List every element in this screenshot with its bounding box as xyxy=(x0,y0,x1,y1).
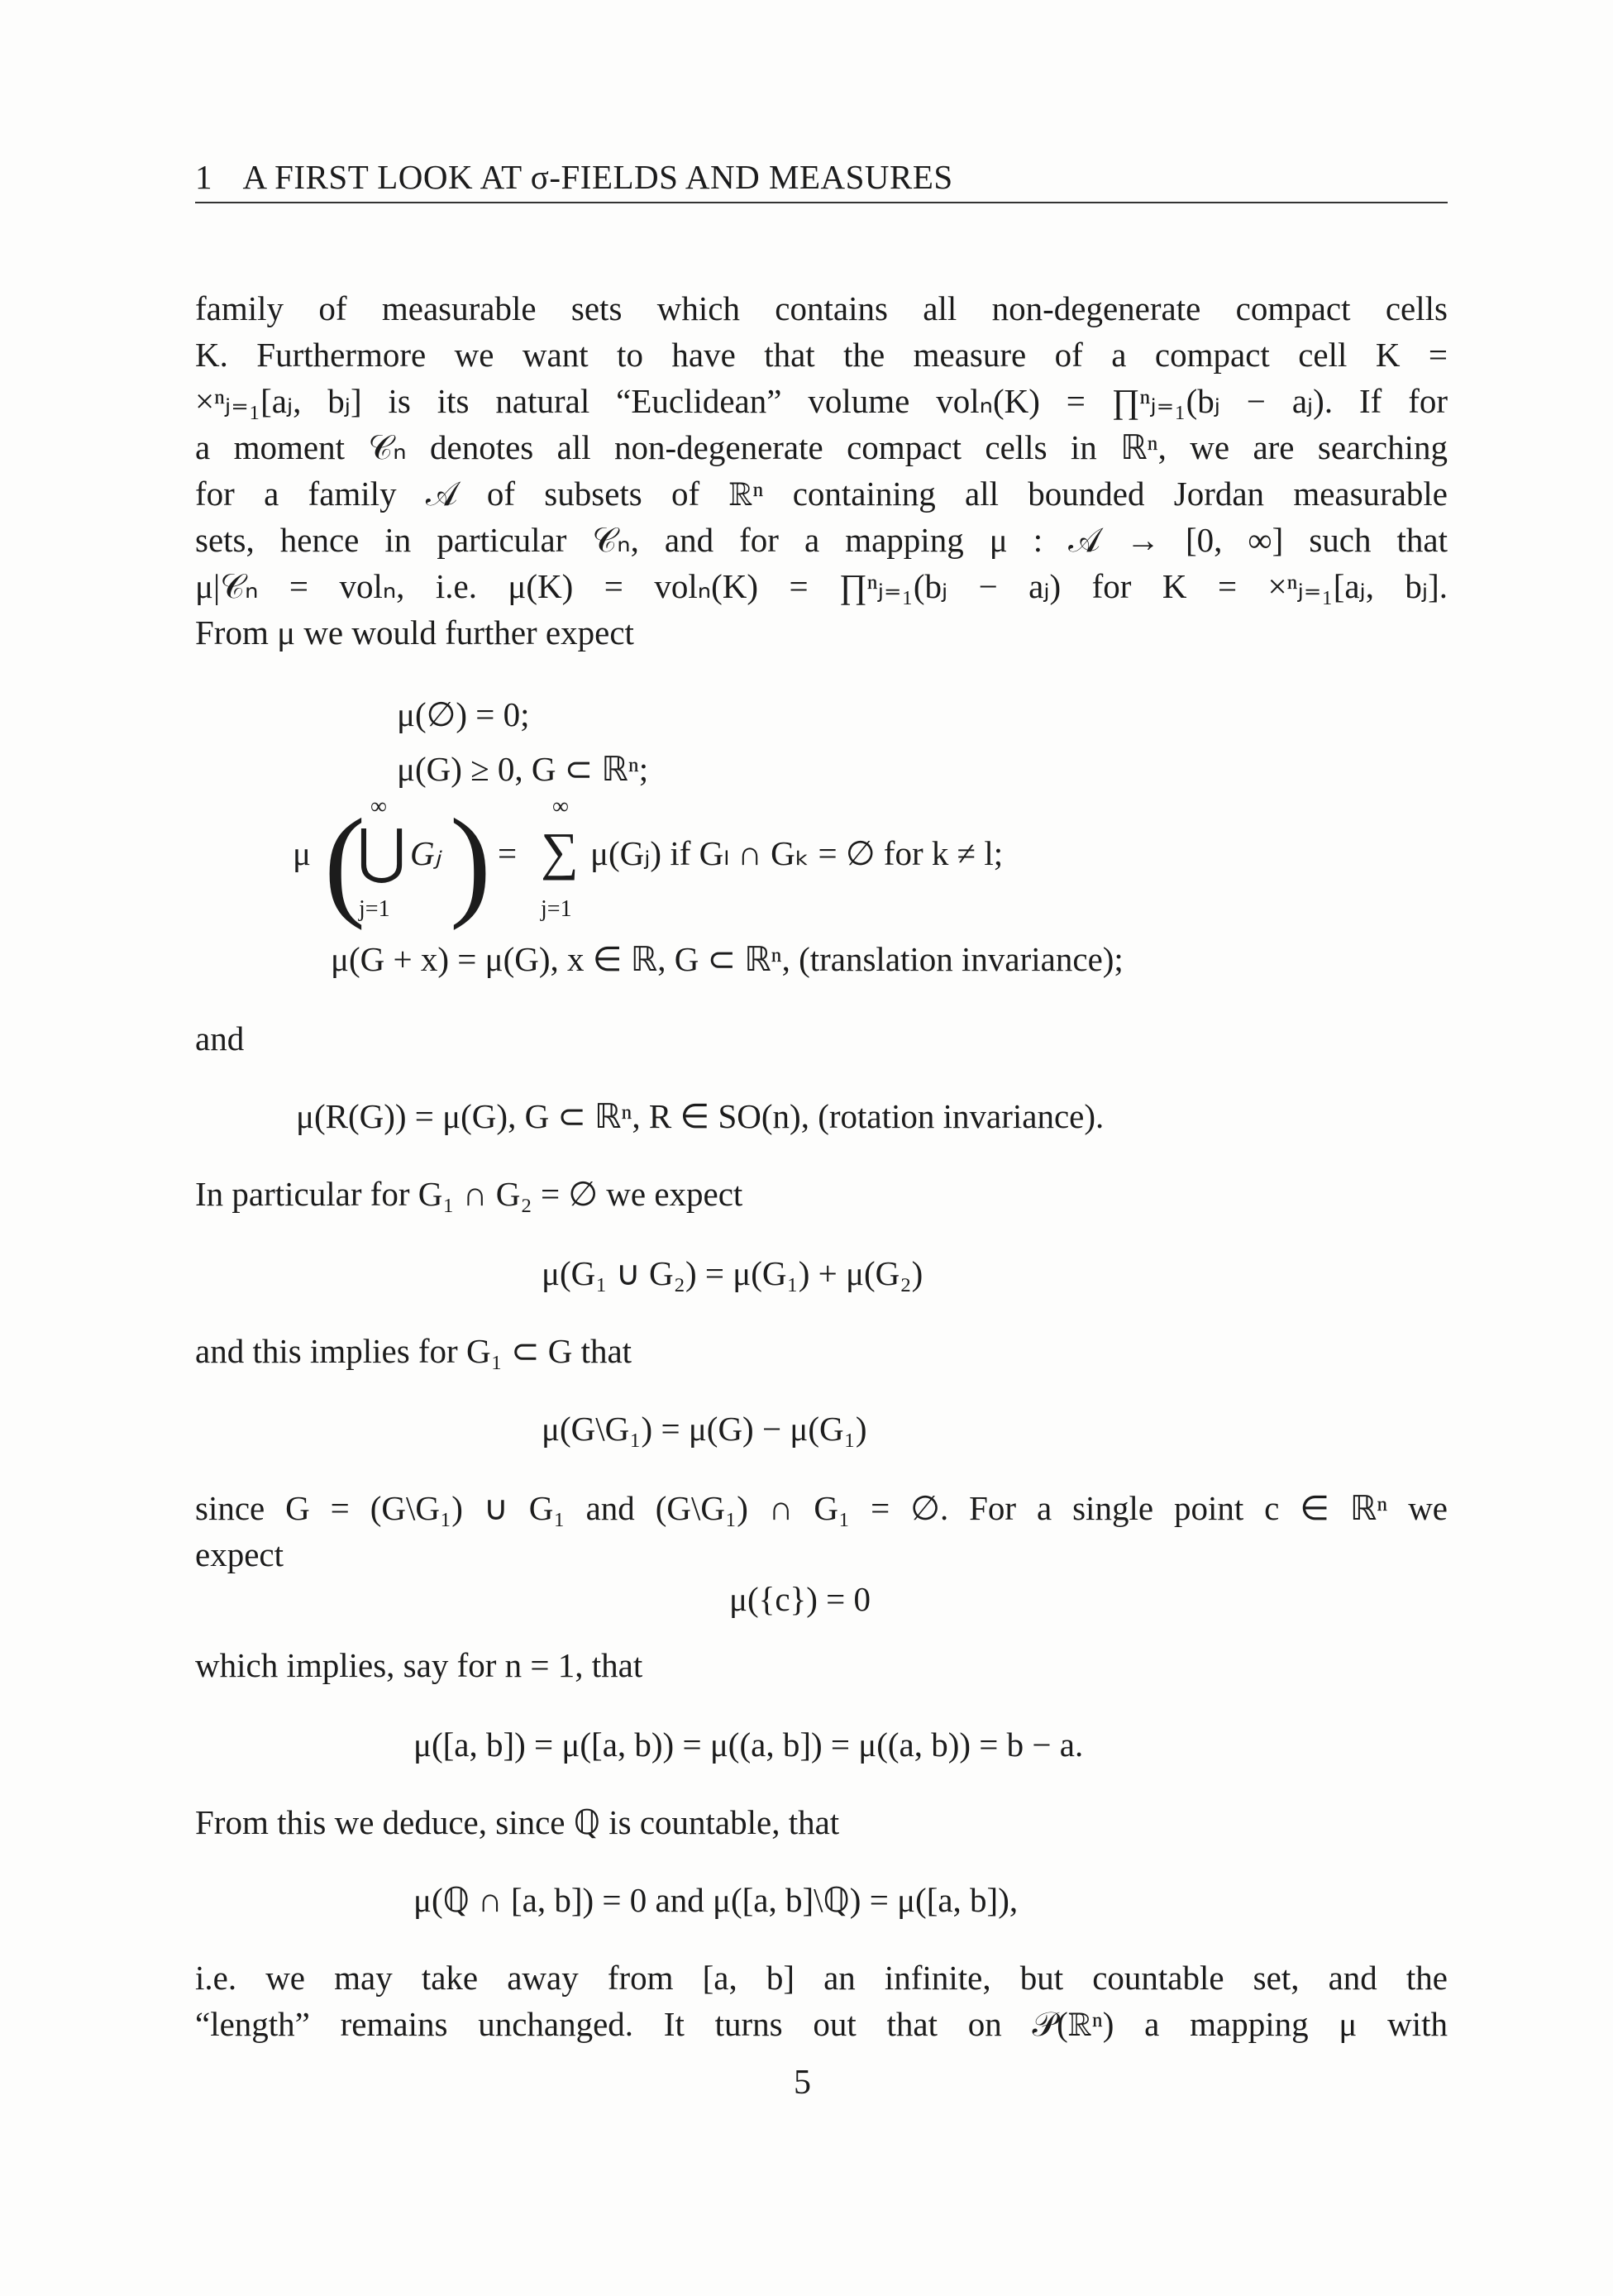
left-paren: ( xyxy=(324,794,365,931)
paragraph-line: for a family 𝒜 of subsets of ℝⁿ containing all bounded Jordan measurable xyxy=(195,475,1448,513)
page-number: 5 xyxy=(794,2064,811,2102)
right-paren: ) xyxy=(450,794,491,931)
equation-rotation-invariance: μ(R(G)) = μ(G), G ⊂ ℝⁿ, R ∈ SO(n), (rotation invariance). xyxy=(296,1097,1105,1135)
equation-difference: μ(G\G₁) = μ(G) − μ(G₁) xyxy=(542,1410,867,1448)
paragraph-line: From μ we would further expect xyxy=(195,613,634,652)
chapter-title: A FIRST LOOK AT σ-FIELDS AND MEASURES xyxy=(242,158,953,196)
chapter-number: 1 xyxy=(195,158,212,196)
equation-empty-set: μ(∅) = 0; xyxy=(397,695,530,733)
paragraph-line: expect xyxy=(195,1535,284,1573)
running-header xyxy=(195,157,1448,197)
sum-right-hand-side: μ(Gⱼ) if Gₗ ∩ Gₖ = ∅ for k ≠ l; xyxy=(590,834,1004,872)
union-lower-limit: j=1 xyxy=(359,896,390,922)
paragraph-line: since G = (G\G₁) ∪ G₁ and (G\G₁) ∩ G₁ = ∅. For a single point c ∈ ℝⁿ we xyxy=(195,1489,1448,1527)
equation-rationals: μ(ℚ ∩ [a, b]) = 0 and μ([a, b]\ℚ) = μ([a, b]), xyxy=(413,1881,1019,1919)
equation-sigma-additivity xyxy=(289,794,1281,934)
paragraph-line: and this implies for G₁ ⊂ G that xyxy=(195,1332,632,1370)
paragraph-line: K. Furthermore we want to have that the measure of a compact cell K = xyxy=(195,336,1448,374)
big-sum-symbol: ∑ xyxy=(541,822,579,881)
equals-sign: = xyxy=(498,834,518,872)
big-union-symbol: ⋃ xyxy=(357,819,407,885)
equation-interval-length: μ([a, b]) = μ([a, b)) = μ((a, b]) = μ((a, b)) = b − a. xyxy=(413,1726,1084,1764)
equation-single-point: μ({c}) = 0 xyxy=(729,1580,871,1618)
paragraph-line: sets, hence in particular 𝒞ₙ, and for a mapping μ : 𝒜 → [0, ∞] such that xyxy=(195,521,1448,559)
header-rule xyxy=(195,202,1448,203)
equation-additivity: μ(G₁ ∪ G₂) = μ(G₁) + μ(G₂) xyxy=(542,1254,923,1292)
sum-lower-limit: j=1 xyxy=(541,896,572,922)
paragraph-line: i.e. we may take away from [a, b] an infinite, but countable set, and the xyxy=(195,1959,1448,1997)
union-upper-limit: ∞ xyxy=(370,794,387,819)
union-term: Gⱼ xyxy=(410,834,441,872)
and-word: and xyxy=(195,1019,245,1057)
paragraph-line: In particular for G₁ ∩ G₂ = ∅ we expect xyxy=(195,1175,743,1213)
sum-upper-limit: ∞ xyxy=(552,794,569,819)
paragraph-line: μ|𝒞ₙ = volₙ, i.e. μ(K) = volₙ(K) = ∏ⁿⱼ₌₁(bⱼ − aⱼ) for K = ×ⁿⱼ₌₁[aⱼ, bⱼ]. xyxy=(195,567,1448,605)
equation-translation-invariance: μ(G + x) = μ(G), x ∈ ℝ, G ⊂ ℝⁿ, (translation invariance); xyxy=(331,940,1124,978)
paragraph-line: which implies, say for n = 1, that xyxy=(195,1646,643,1684)
paragraph-line: family of measurable sets which contains all non-degenerate compact cells xyxy=(195,289,1448,327)
paragraph-line: From this we deduce, since ℚ is countable, that xyxy=(195,1803,840,1841)
paragraph-line: a moment 𝒞ₙ denotes all non-degenerate compact cells in ℝⁿ, we are searching xyxy=(195,428,1448,466)
paragraph-line: ×ⁿⱼ₌₁[aⱼ, bⱼ] is its natural “Euclidean” volume volₙ(K) = ∏ⁿⱼ₌₁(bⱼ − aⱼ). If for xyxy=(195,382,1448,420)
equation-nonnegativity: μ(G) ≥ 0, G ⊂ ℝⁿ; xyxy=(397,750,649,788)
paragraph-line: “length” remains unchanged. It turns out that on 𝒫(ℝⁿ) a mapping μ with xyxy=(195,2005,1448,2043)
mu-symbol: μ xyxy=(293,834,311,872)
